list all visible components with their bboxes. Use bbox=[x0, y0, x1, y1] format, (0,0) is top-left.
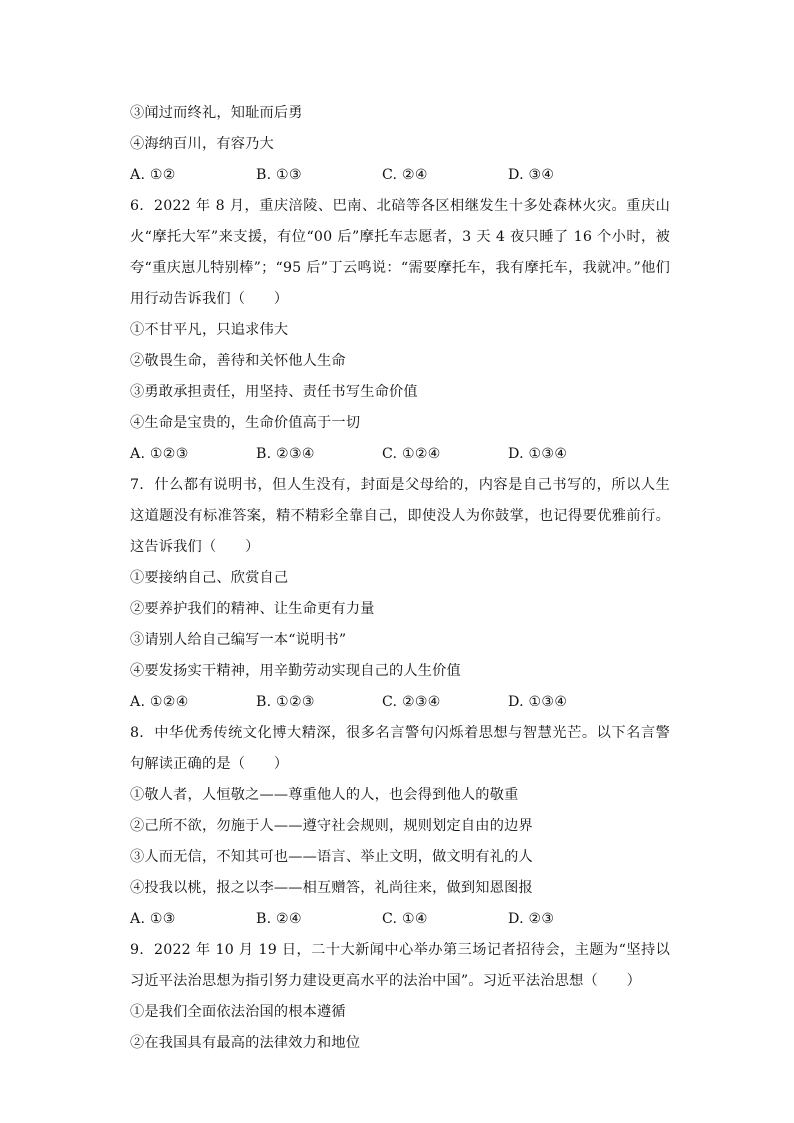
option-item: ②敬畏生命，善待和关怀他人生命 bbox=[130, 353, 346, 369]
option-item: ①不甘平凡，只追求伟大 bbox=[130, 322, 289, 338]
option-item: ①敬人者，人恒敬之——尊重他人的人，也会得到他人的敬重 bbox=[130, 787, 519, 803]
choice-c: C. ①②④ bbox=[382, 446, 441, 462]
option-item: ①要接纳自己、欣赏自己 bbox=[130, 570, 289, 586]
question-number: 9. bbox=[130, 942, 144, 958]
option-item: ②己所不欲，勿施于人——遵守社会规则，规则划定自由的边界 bbox=[130, 818, 533, 834]
choice-c: C. ②④ bbox=[382, 167, 428, 183]
question-number: 8. bbox=[130, 725, 144, 741]
question-8 bbox=[130, 718, 670, 935]
choice-b: B. ①②③ bbox=[256, 694, 315, 710]
question-text: 2022 年 8 月，重庆涪陵、巴南、北碚等各区相继发生十多处森林火灾。重庆山火“摩托大军”来支援，有位“00 后”摩托车志愿者，3 天 4 夜只睡了 16 个小时，被夸“重庆崽儿特别棒”；“95 后”丁云鸣说：“需要摩托车，我有摩托车，我就冲。”他们用行动告诉我们（ ） bbox=[130, 198, 670, 307]
option-item: ③人而无信，不知其可也——语言、举止文明，做文明有礼的人 bbox=[130, 849, 533, 865]
question-6 bbox=[130, 191, 670, 470]
question-7 bbox=[130, 470, 670, 718]
choice-a: A. ①②③ bbox=[130, 446, 189, 462]
question-stem bbox=[130, 718, 670, 780]
answer-choices bbox=[130, 687, 670, 718]
answer-choices bbox=[130, 160, 670, 191]
question-stem bbox=[130, 470, 670, 563]
choice-b: B. ②③④ bbox=[256, 446, 315, 462]
option-item: ④投我以桃，报之以李——相互赠答，礼尚往来，做到知恩图报 bbox=[130, 880, 533, 896]
choice-c: C. ①④ bbox=[382, 911, 428, 927]
option-item: ②要养护我们的精神、让生命更有力量 bbox=[130, 601, 375, 617]
choice-c: C. ②③④ bbox=[382, 694, 441, 710]
choice-d: D. ③④ bbox=[508, 167, 555, 183]
option-item: ③勇敢承担责任，用坚持、责任书写生命价值 bbox=[130, 384, 418, 400]
option-item: ④生命是宝贵的，生命价值高于一切 bbox=[130, 415, 361, 431]
question-stem bbox=[130, 935, 670, 997]
option-item: ①是我们全面依法治国的根本遵循 bbox=[130, 1004, 346, 1020]
question-text: 2022 年 10 月 19 日，二十大新闻中心举办第三场记者招待会，主题为“坚持以习近平法治思想为指引努力建设更高水平的法治中国”。习近平法治思想（ ） bbox=[130, 942, 670, 989]
option-item: ④要发扬实干精神，用辛勤劳动实现自己的人生价值 bbox=[130, 663, 461, 679]
choice-a: A. ①②④ bbox=[130, 694, 189, 710]
choice-a: A. ①③ bbox=[130, 911, 176, 927]
question-content bbox=[130, 98, 670, 1059]
question-9 bbox=[130, 935, 670, 1059]
option-item: ④海纳百川，有容乃大 bbox=[130, 136, 274, 152]
choice-d: D. ①③④ bbox=[508, 446, 568, 462]
question-text: 中华优秀传统文化博大精深，很多名言警句闪烁着思想与智慧光芒。以下名言警句解读正确的是（ ） bbox=[130, 725, 670, 772]
choice-b: B. ②④ bbox=[256, 911, 302, 927]
option-item: ③闻过而终礼，知耻而后勇 bbox=[130, 105, 303, 121]
choice-d: D. ①③④ bbox=[508, 694, 568, 710]
answer-choices bbox=[130, 904, 670, 935]
question-stem bbox=[130, 191, 670, 315]
question-number: 6. bbox=[130, 198, 144, 214]
option-item: ③请别人给自己编写一本“说明书” bbox=[130, 632, 347, 648]
option-item: ②在我国具有最高的法律效力和地位 bbox=[130, 1035, 361, 1051]
choice-d: D. ②③ bbox=[508, 911, 555, 927]
question-number: 7. bbox=[130, 477, 144, 493]
answer-choices bbox=[130, 439, 670, 470]
choice-b: B. ①③ bbox=[256, 167, 302, 183]
intro-block bbox=[130, 98, 670, 191]
choice-a: A. ①② bbox=[130, 167, 176, 183]
question-text: 什么都有说明书，但人生没有，封面是父母给的，内容是自己书写的，所以人生这道题没有标准答案，精不精彩全靠自己，即使没人为你鼓掌，也记得要优雅前行。这告诉我们（ ） bbox=[130, 477, 670, 555]
